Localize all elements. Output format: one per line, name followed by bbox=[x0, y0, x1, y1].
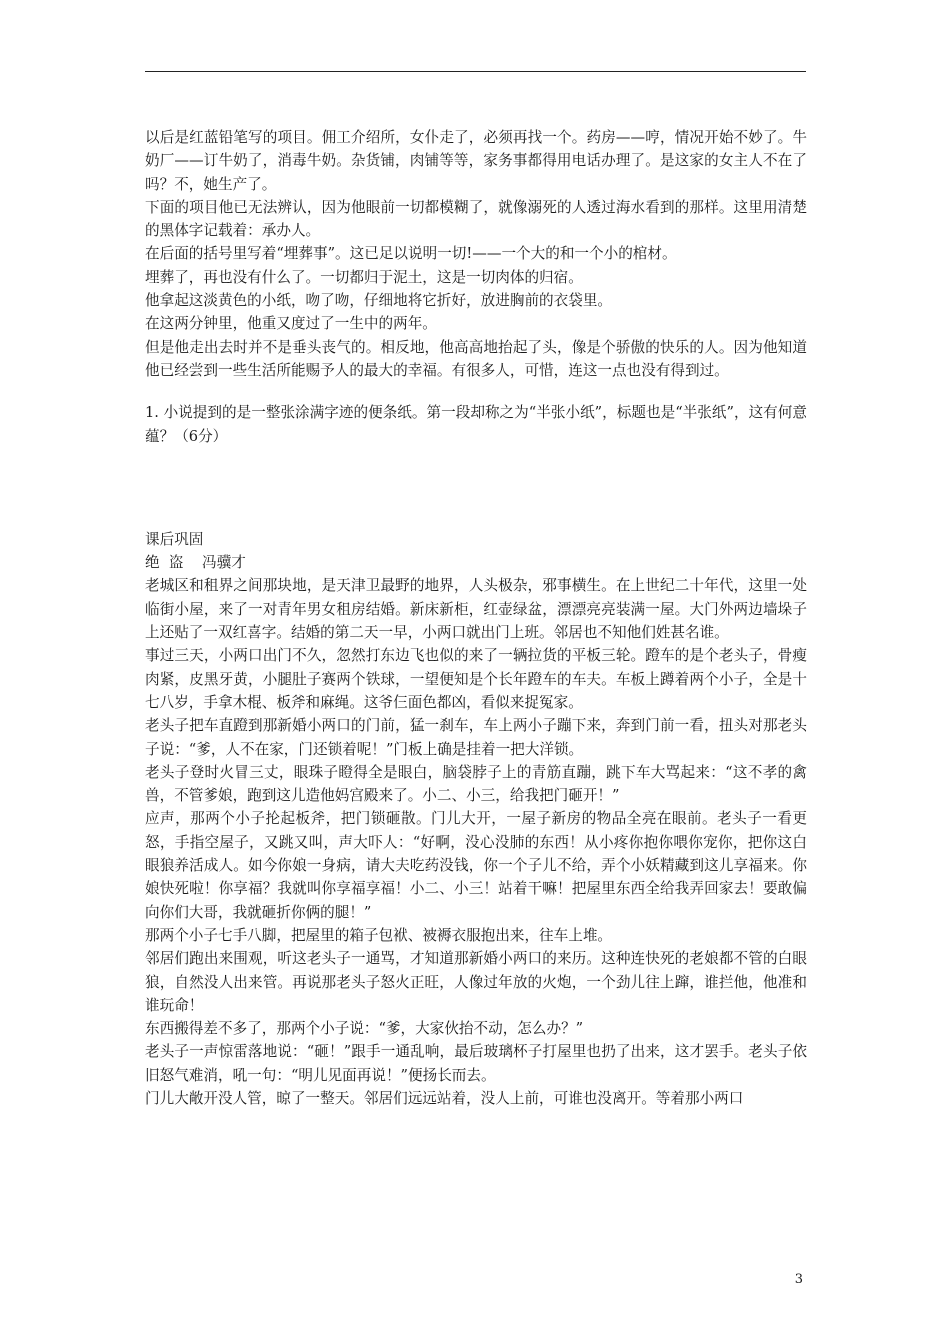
answer-space bbox=[145, 448, 807, 528]
document-body bbox=[145, 126, 807, 1110]
question-1: 1. 小说提到的是一整张涂满字迹的便条纸。第一段却称之为“半张小纸”，标题也是“半张纸”，这有何意蕴？（6分） bbox=[145, 404, 807, 445]
paragraph: 埋葬了，再也没有什么了。一切都归于泥土，这是一切肉体的归宿。 bbox=[145, 268, 583, 286]
paragraph: 但是他走出去时并不是垂头丧气的。相反地，他高高地抬起了头，像是个骄傲的快乐的人。因为他知道他已经尝到一些生活所能赐予人的最大的幸福。有很多人，可惜，连这一点也没有得到过。 bbox=[145, 338, 807, 379]
spacer bbox=[145, 382, 807, 401]
paragraph: 他拿起这淡黄色的小纸，吻了吻，仔细地将它折好，放进胸前的衣袋里。 bbox=[145, 292, 613, 310]
paragraph: 那两个小子七手八脚，把屋里的箱子包袱、被褥衣服抱出来，往车上堆。 bbox=[145, 926, 613, 944]
paragraph: 在后面的括号里写着“埋葬事”。这已足以说明一切!——一个大的和一个小的棺材。 bbox=[145, 245, 677, 263]
paragraph: 下面的项目他已无法辨认，因为他眼前一切都模糊了，就像溺死的人透过海水看到的那样。这里用清楚的黑体字记载着：承办人。 bbox=[145, 198, 807, 240]
paragraph: 在这两分钟里，他重又度过了一生中的两年。 bbox=[145, 315, 437, 333]
paragraph: 老头子把车直蹬到那新婚小两口的门前，猛一刹车，车上两小子蹦下来，奔到门前一看，扭头对那老头子说：“爹，人不在家，门还锁着呢！”门板上确是挂着一把大洋锁。 bbox=[145, 717, 807, 758]
paragraph: 老头子登时火冒三丈，眼珠子瞪得全是眼白，脑袋脖子上的青筋直蹦，跳下车大骂起来：“这不孝的禽兽，不管爹娘，跑到这儿造他妈宫殿来了。小二、小三，给我把门砸开！” bbox=[145, 763, 807, 805]
story-title-author: 绝 盗 冯骥才 bbox=[145, 554, 246, 572]
paragraph: 老城区和租界之间那块地，是天津卫最野的地界，人头极杂，邪事横生。在上世纪二十年代，这里一处临街小屋，来了一对青年男女租房结婚。新床新柜，红壶绿盆，漂漂亮亮装满一屋。大门外两边墙垛子上还贴了一双红喜字。结婚的第二天一早，小两口就出门上班。邻居也不知他们姓甚名谁。 bbox=[145, 577, 807, 642]
paragraph: 邻居们跑出来围观，听这老头子一通骂，才知道那新婚小两口的来历。这种连快死的老娘都不管的白眼狼，自然没人出来管。再说那老头子怒火正旺，人像过年放的火炮，一个劲儿往上蹿，谁拦他，他准和谁玩命！ bbox=[145, 950, 807, 1014]
paragraph: 老头子一声惊雷落地说：“砸！”跟手一通乱响，最后玻璃杯子打屋里也扔了出来，这才罢手。老头子依旧怒气难消，吼一句：“明儿见面再说！”便扬长而去。 bbox=[145, 1043, 807, 1084]
paragraph: 东西搬得差不多了，那两个小子说：“爹，大家伙抬不动，怎么办？” bbox=[145, 1020, 584, 1038]
header-rule bbox=[145, 71, 806, 72]
paragraph: 事过三天，小两口出门不久，忽然打东边飞也似的来了一辆拉货的平板三轮。蹬车的是个老头子，骨瘦肉紧，皮黑牙黄，小腿肚子赛两个铁球，一望便知是个长年蹬车的车夫。车板上蹲着两个小子，全是十七八岁，手拿木棍、板斧和麻绳。这爷仨面色都凶，看似来捉冤家。 bbox=[145, 647, 807, 711]
paragraph: 门儿大敞开没人管，晾了一整天。邻居们远远站着，没人上前，可谁也没离开。等着那小两口 bbox=[145, 1089, 744, 1107]
paragraph: 以后是红蓝铅笔写的项目。佣工介绍所，女仆走了，必须再找一个。药房——哼，情况开始不妙了。牛奶厂——订牛奶了，消毒牛奶。杂货铺，肉铺等等，家务事都得用电话办理了。是这家的女主人不在了吗？不，她生产了。 bbox=[145, 129, 807, 193]
paragraph: 应声，那两个小子抡起板斧，把门锁砸散。门儿大开，一屋子新房的物品全亮在眼前。老头子一看更怒，手指空屋子，又跳又叫，声大吓人：“好啊，没心没肺的东西！从小疼你抱你喂你宠你，把你这白眼狼养活成人。如今你娘一身病，请大夫吃药没钱，你一个子儿不给，弄个小妖精藏到这儿享福来。你娘快死啦！你享福？我就叫你享福享福！小二、小三！站着干嘛！把屋里东西全给我弄回家去！要敢偏向你们大哥，我就砸折你俩的腿！” bbox=[145, 810, 807, 921]
section-heading: 课后巩固 bbox=[145, 530, 204, 548]
page-number: 3 bbox=[794, 1272, 803, 1287]
